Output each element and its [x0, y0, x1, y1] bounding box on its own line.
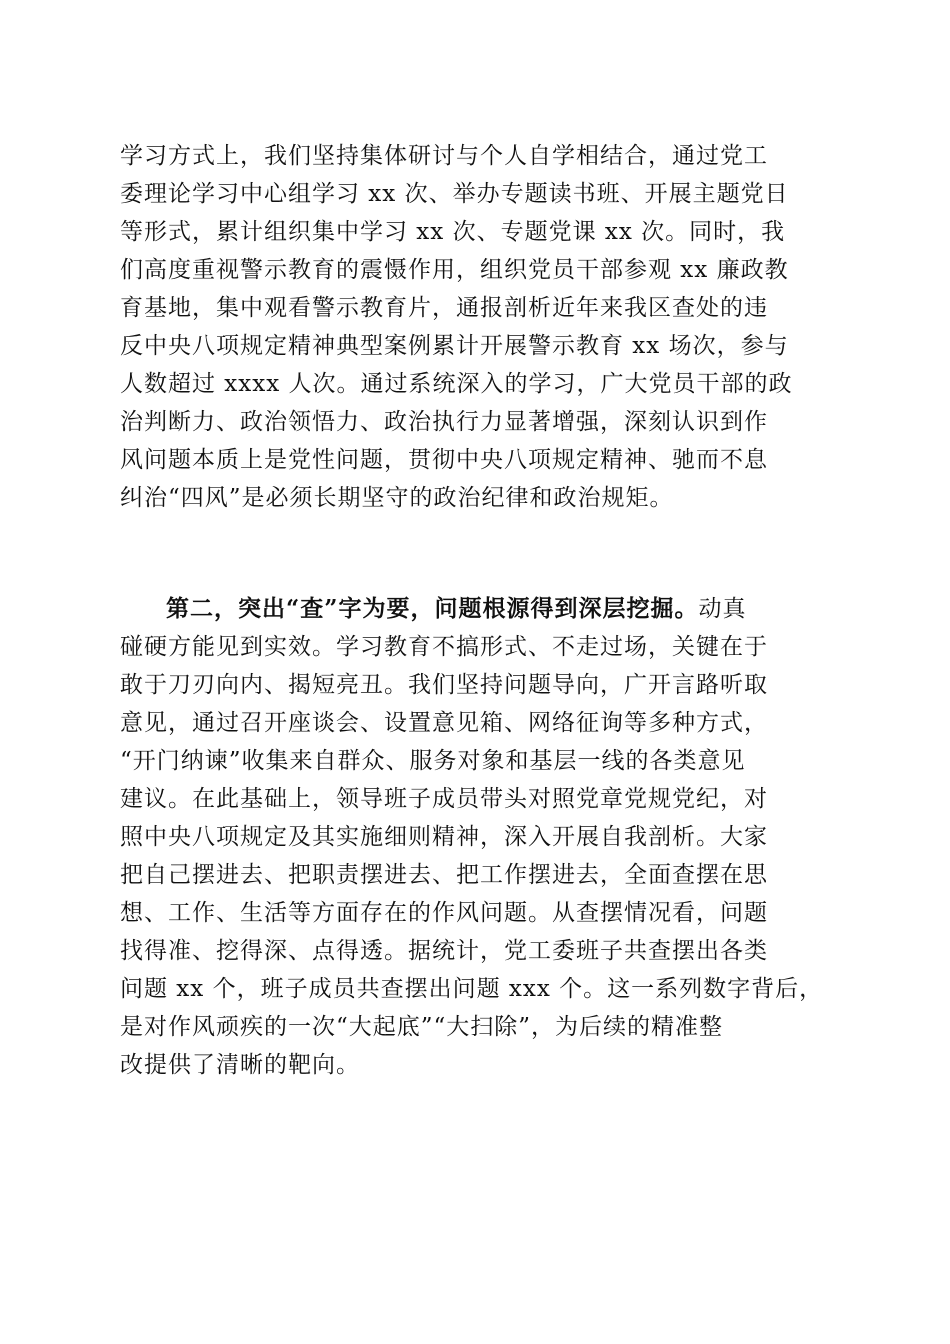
text-line: 想、工作、生活等方面存在的作风问题。从查摆情况看，问题 [120, 900, 768, 926]
text-line: 育基地，集中观看警示教育片，通报剖析近年来我区查处的违 [120, 295, 768, 321]
text-line: 改提供了清晰的靶向。 [120, 1052, 360, 1078]
paragraph-problem-finding [120, 590, 832, 1084]
text-line: 治判断力、政治领悟力、政治执行力显著增强，深刻认识到作 [120, 409, 768, 435]
text-line: 委理论学习中心组学习 xx 次、举办专题读书班、开展主题党日 [120, 181, 789, 207]
text-line: 反中央八项规定精神典型案例累计开展警示教育 xx 场次，参与 [120, 333, 789, 359]
text-line: 纠治“四风”是必须长期坚守的政治纪律和政治规矩。 [120, 485, 674, 511]
text-line: 人数超过 xxxx 人次。通过系统深入的学习，广大党员干部的政 [120, 371, 793, 397]
text-line: 是对作风顽疾的一次“大起底”“大扫除”，为后续的精准整 [120, 1014, 724, 1040]
text-line: 敢于刀刃向内、揭短亮丑。我们坚持问题导向，广开言路听取 [120, 672, 768, 698]
heading-line-rest: 动真 [698, 596, 747, 622]
text-line: 风问题本质上是党性问题，贯彻中央八项规定精神、驰而不息 [120, 447, 768, 473]
paragraph-first-line [120, 590, 832, 628]
text-line: 等形式，累计组织集中学习 xx 次、专题党课 xx 次。同时，我 [120, 219, 786, 245]
text-line: 照中央八项规定及其实施细则精神，深入开展自我剖析。大家 [120, 824, 768, 850]
text-line: 碰硬方能见到实效。学习教育不搞形式、不走过场，关键在于 [120, 634, 768, 660]
text-line: 建议。在此基础上，领导班子成员带头对照党章党规党纪，对 [120, 786, 768, 812]
text-line: 意见，通过召开座谈会、设置意见箱、网络征询等多种方式， [120, 710, 768, 736]
text-line: 找得准、挖得深、点得透。据统计，党工委班子共查摆出各类 [120, 938, 768, 964]
section-heading: 第二，突出“查”字为要，问题根源得到深层挖掘。 [166, 595, 699, 622]
text-line: 问题 xx 个，班子成员共查摆出问题 xxx 个。这一系列数字背后， [120, 976, 824, 1002]
paragraph-study-methods [120, 137, 832, 517]
text-line: “开门纳谏”收集来自群众、服务对象和基层一线的各类意见 [120, 748, 746, 774]
text-line: 把自己摆进去、把职责摆进去、把工作摆进去，全面查摆在思 [120, 862, 768, 888]
text-line: 们高度重视警示教育的震慑作用，组织党员干部参观 xx 廉政教 [120, 257, 789, 283]
text-line: 学习方式上，我们坚持集体研讨与个人自学相结合，通过党工 [120, 143, 768, 169]
